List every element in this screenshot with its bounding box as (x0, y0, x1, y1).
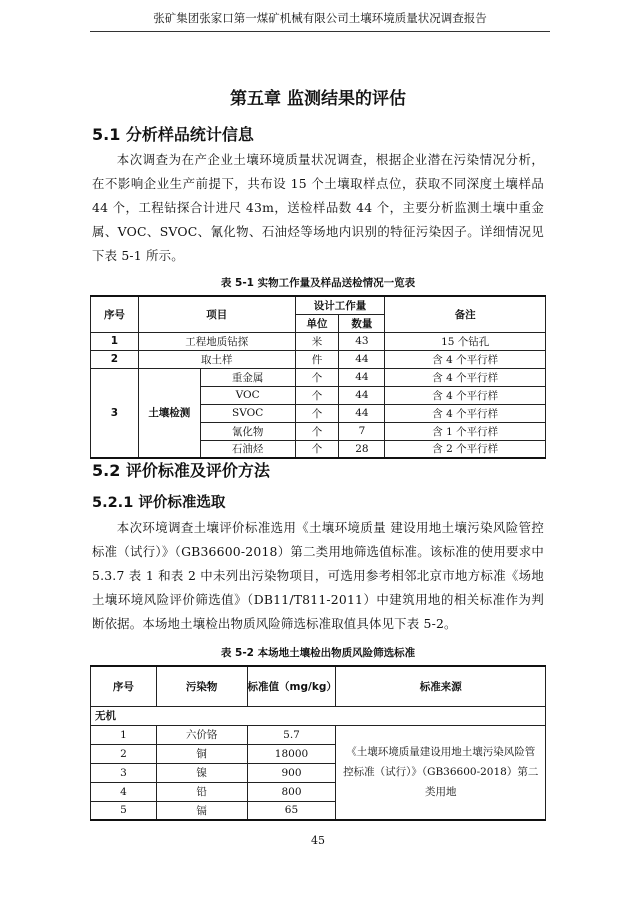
group-label: 无机 (91, 706, 546, 725)
cell-value: 65 (247, 801, 336, 820)
header-value: 标准值（mg/kg） (247, 666, 336, 706)
cell-qty: 7 (339, 422, 385, 440)
cell-note: 含 1 个平行样 (385, 422, 546, 440)
cell-qty: 44 (339, 350, 385, 368)
cell-item: 工程地质钻探 (138, 332, 295, 350)
cell-pollutant: 镉 (156, 801, 247, 820)
cell-seq: 3 (91, 763, 157, 782)
table-row (91, 332, 546, 350)
cell-seq: 2 (91, 744, 157, 763)
header-qty: 数量 (339, 314, 385, 332)
cell-qty: 28 (339, 440, 385, 458)
cell-pollutant: 六价铬 (156, 725, 247, 744)
cell-unit: 个 (295, 386, 339, 404)
cell-note: 含 2 个平行样 (385, 440, 546, 458)
cell-note: 含 4 个平行样 (385, 368, 546, 386)
table-5-1-caption: 表 5-1 实物工作量及样品送检情况一览表 (220, 277, 416, 289)
cell-note: 含 4 个平行样 (385, 404, 546, 422)
cell-source: 《土壤环境质量建设用地土壤污染风险管控标准（试行）》（GB36600-2018）第二类用地 (336, 725, 546, 820)
cell-unit: 个 (295, 404, 339, 422)
table-row (91, 350, 546, 368)
cell-sub: 重金属 (200, 368, 295, 386)
cell-seq: 4 (91, 782, 157, 801)
table-row (91, 725, 546, 744)
cell-qty: 44 (339, 386, 385, 404)
table-5-2 (90, 665, 546, 821)
cell-seq: 3 (91, 368, 139, 458)
cell-unit: 个 (295, 422, 339, 440)
section-5-2-1-title: 5.2.1 评价标准选取 (92, 495, 226, 511)
cell-unit: 件 (295, 350, 339, 368)
cell-value: 900 (247, 763, 336, 782)
section-5-1-title: 5.1 分析样品统计信息 (92, 125, 254, 144)
cell-note: 含 4 个平行样 (385, 386, 546, 404)
table-5-2-caption: 表 5-2 本场地土壤检出物质风险筛选标准 (220, 647, 416, 659)
cell-seq: 1 (91, 725, 157, 744)
header-seq: 序号 (91, 666, 157, 706)
header-item: 项目 (138, 296, 295, 332)
cell-seq: 2 (91, 350, 139, 368)
cell-sub: SVOC (200, 404, 295, 422)
running-header: 张矿集团张家口第一煤矿机械有限公司土壤环境质量状况调查报告 (90, 10, 550, 32)
table-5-1 (90, 295, 546, 459)
chapter-title: 第五章 监测结果的评估 (230, 89, 406, 109)
cell-unit: 个 (295, 440, 339, 458)
cell-sub: 石油烃 (200, 440, 295, 458)
cell-item: 取土样 (138, 350, 295, 368)
header-note: 备注 (385, 296, 546, 332)
header-seq: 序号 (91, 296, 139, 332)
cell-value: 5.7 (247, 725, 336, 744)
cell-qty: 43 (339, 332, 385, 350)
cell-note: 含 4 个平行样 (385, 350, 546, 368)
cell-seq: 5 (91, 801, 157, 820)
cell-sub: 氰化物 (200, 422, 295, 440)
cell-unit: 米 (295, 332, 339, 350)
cell-unit: 个 (295, 368, 339, 386)
cell-qty: 44 (339, 404, 385, 422)
header-unit: 单位 (295, 314, 339, 332)
header-source: 标准来源 (336, 666, 546, 706)
cell-pollutant: 铅 (156, 782, 247, 801)
table-row (91, 368, 546, 386)
section-5-2-title: 5.2 评价标准及评价方法 (92, 461, 270, 480)
header-design: 设计工作量 (295, 296, 385, 314)
cell-qty: 44 (339, 368, 385, 386)
cell-seq: 1 (91, 332, 139, 350)
cell-pollutant: 铜 (156, 744, 247, 763)
cell-group-label: 土壤检测 (138, 368, 200, 458)
cell-pollutant: 镍 (156, 763, 247, 782)
page-number: 45 (311, 834, 325, 847)
section-5-1-paragraph: 本次调查为在产企业土壤环境质量状况调查，根据企业潜在污染情况分析，在不影响企业生产前提下，共布设 15 个土壤取样点位，获取不同深度土壤样品 44 个，工程钻探合计进尺 43m，送检样品数 44 个，主要分析监测土壤中重金属、VOC、SVOC、氰化物、石油烃等场地内识别的特征污染因子。详细情况见下表 5-1 所示。 (92, 152, 544, 263)
cell-sub: VOC (200, 386, 295, 404)
section-5-2-1-paragraph: 本次环境调查土壤评价标准选用《土壤环境质量 建设用地土壤污染风险管控标准（试行）》（GB36600-2018）第二类用地筛选值标准。该标准的使用要求中 5.3.7 表 1 和表 2 中未列出污染物项目，可选用参考相邻北京市地方标准《场地土壤环境风险评价筛选值》（DB11/T811-2011）中建筑用地的相关标准作为判断依据。本场地土壤检出物质风险筛选标准取值具体见下表 5-2。 (92, 520, 544, 631)
cell-value: 18000 (247, 744, 336, 763)
cell-note: 15 个钻孔 (385, 332, 546, 350)
cell-value: 800 (247, 782, 336, 801)
header-pollutant: 污染物 (156, 666, 247, 706)
